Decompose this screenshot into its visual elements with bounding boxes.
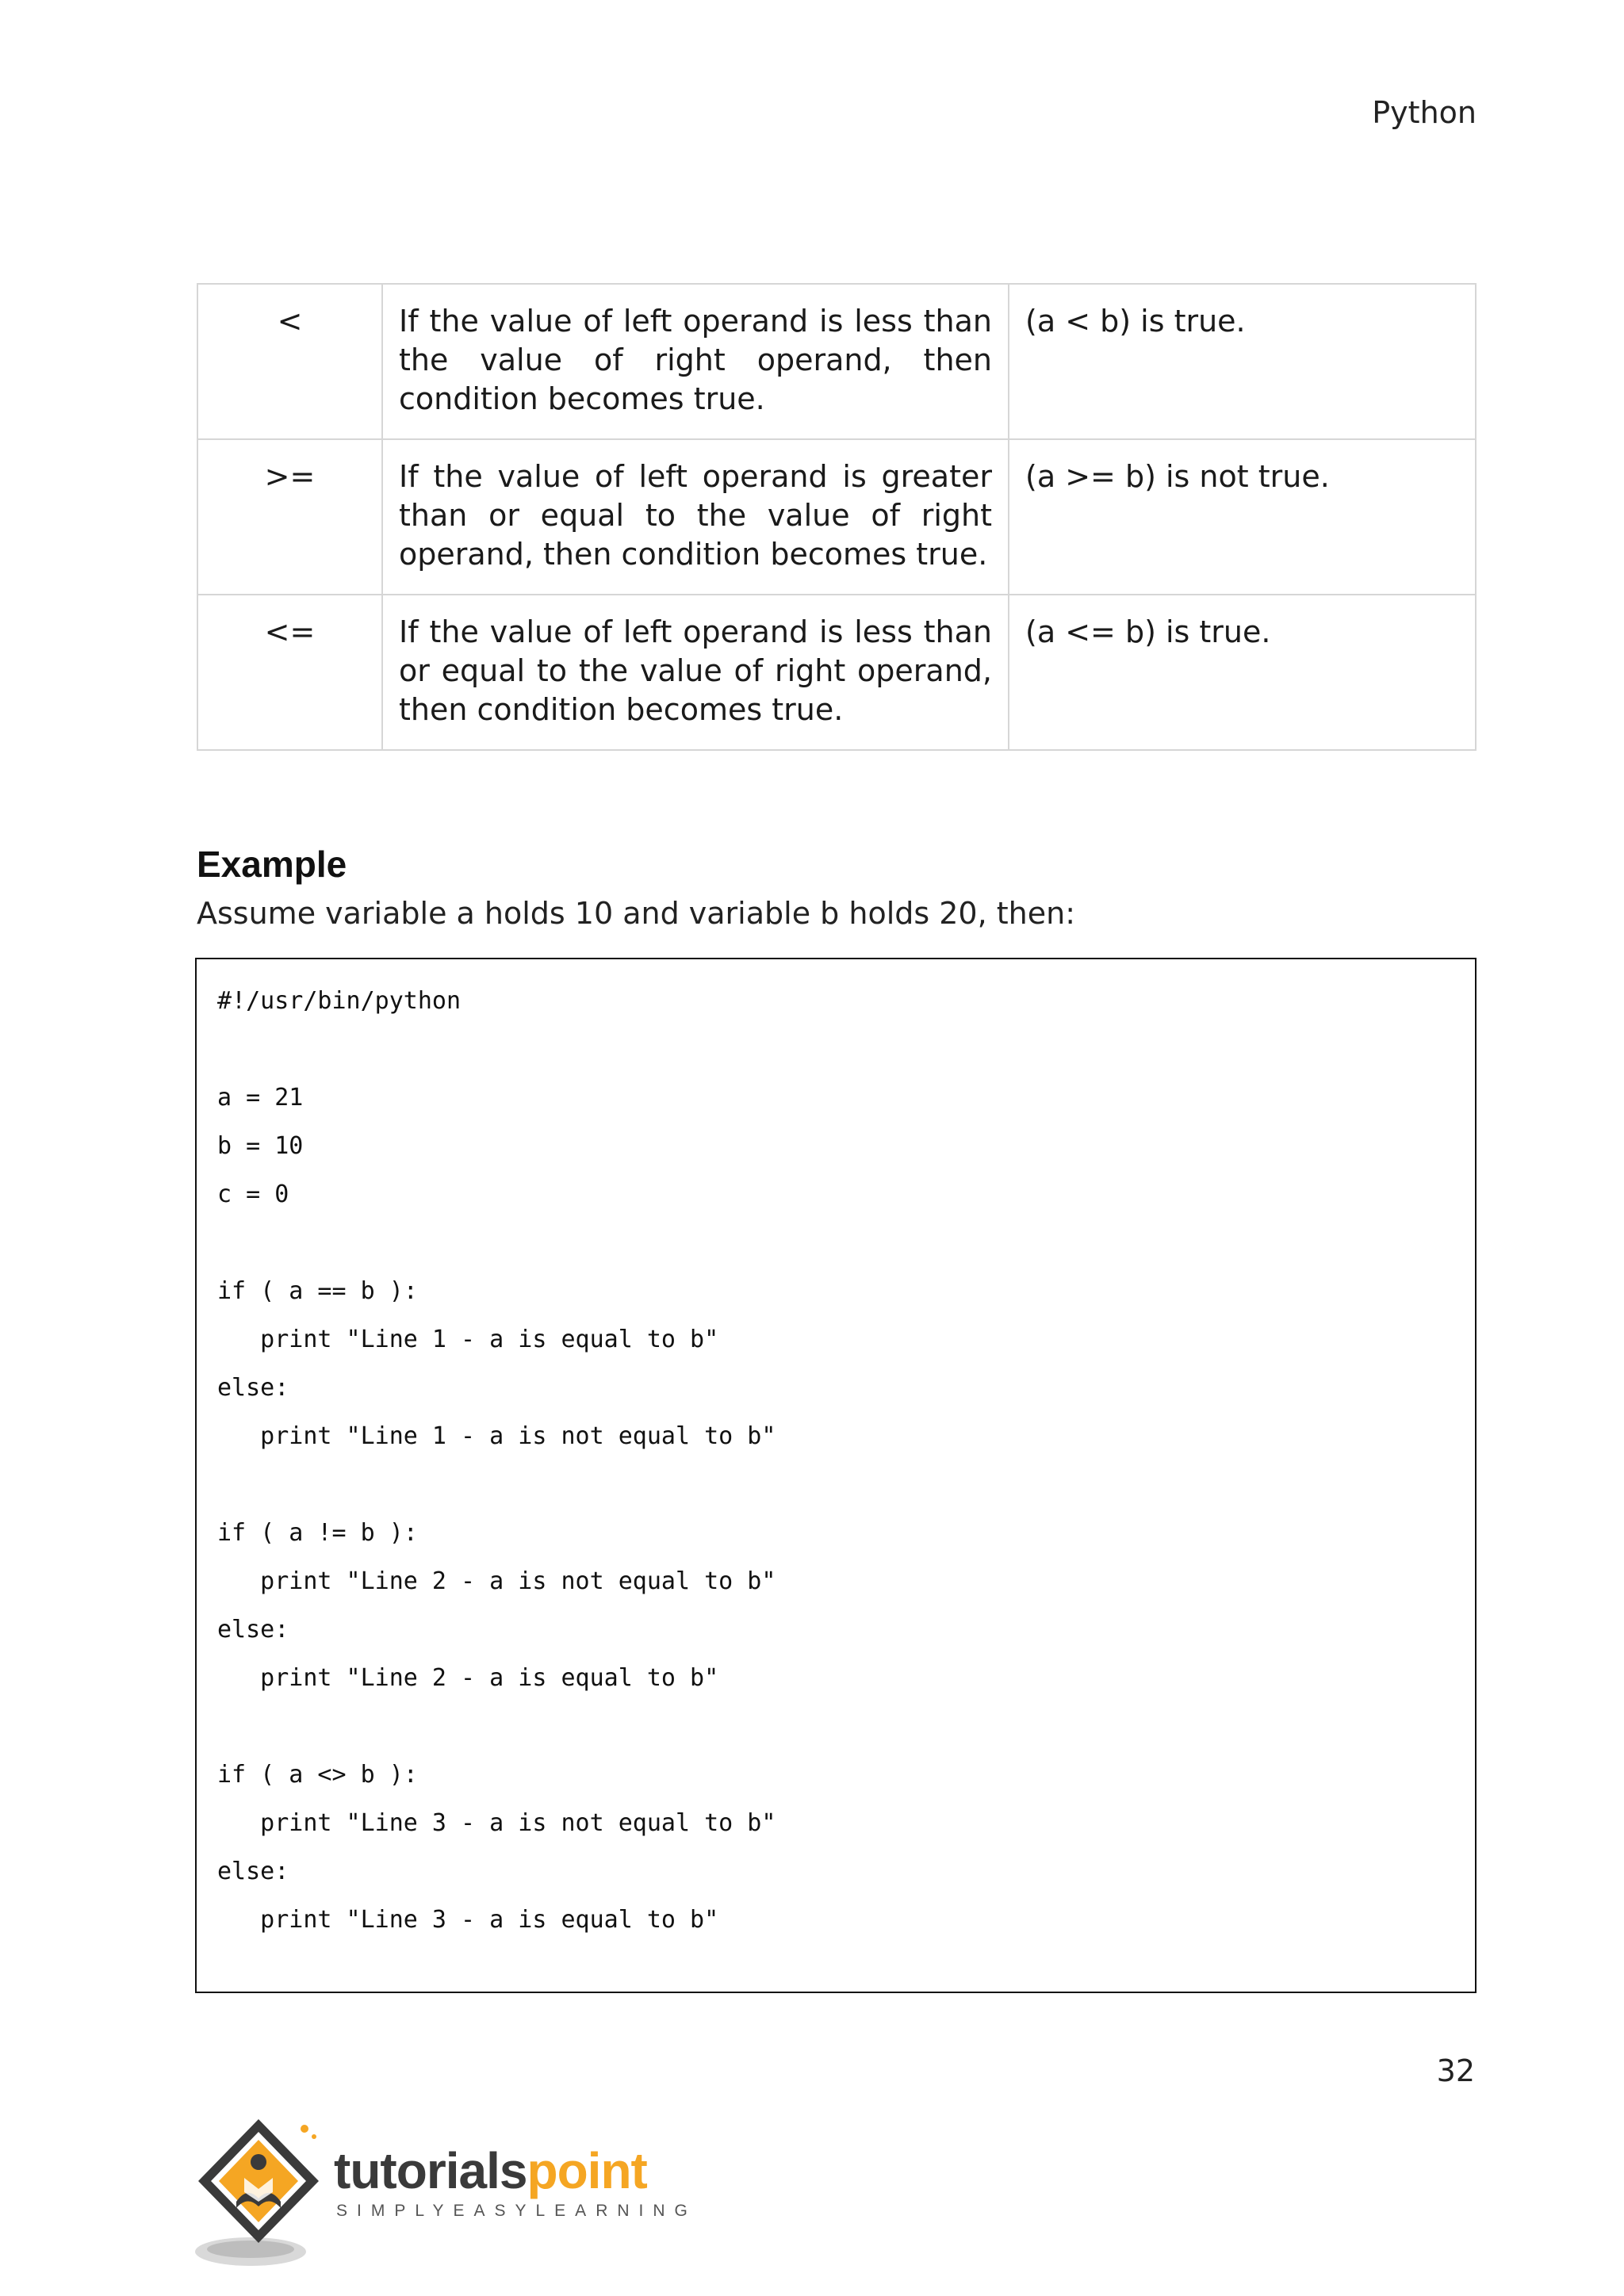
code-block	[195, 958, 1477, 1993]
code-line: b = 10	[217, 1132, 304, 1160]
operator-cell: <=	[197, 595, 382, 750]
code-line: else:	[217, 1374, 289, 1402]
code-line: c = 0	[217, 1181, 289, 1208]
code-line: #!/usr/bin/python	[217, 987, 462, 1015]
example-heading: Example	[197, 844, 347, 885]
logo-tagline: SIMPLYEASYLEARNING	[336, 2202, 697, 2220]
table-row	[197, 439, 1476, 595]
running-header: Python	[1372, 95, 1477, 130]
code-line: print "Line 1 - a is equal to b"	[217, 1326, 719, 1353]
page-number: 32	[1436, 2053, 1475, 2088]
code-line: print "Line 3 - a is not equal to b"	[217, 1809, 776, 1837]
example-cell: (a < b) is true.	[1009, 284, 1476, 439]
code-line: print "Line 2 - a is equal to b"	[217, 1664, 719, 1692]
code-line: a = 21	[217, 1084, 304, 1112]
example-intro: Assume variable a holds 10 and variable b holds 20, then:	[197, 896, 1076, 931]
code-line	[217, 1025, 1475, 1073]
tutorialspoint-logo	[195, 2113, 697, 2271]
code-line: print "Line 1 - a is not equal to b"	[217, 1422, 776, 1450]
code-line	[217, 1460, 1475, 1509]
code-line: print "Line 3 - a is equal to b"	[217, 1906, 719, 1934]
table-row	[197, 284, 1476, 439]
example-cell: (a >= b) is not true.	[1009, 439, 1476, 595]
code-line: if ( a != b ):	[217, 1519, 418, 1547]
code-line: else:	[217, 1858, 289, 1885]
table-row	[197, 595, 1476, 750]
code-line: else:	[217, 1616, 289, 1644]
comparison-operators-table	[197, 283, 1477, 751]
operator-cell: >=	[197, 439, 382, 595]
description-cell: If the value of left operand is greater than or equal to the value of right operand, then condition becomes true.	[382, 439, 1009, 595]
operator-cell: <	[197, 284, 382, 439]
logo-word-tutorials: tutorials	[334, 2142, 527, 2199]
example-cell: (a <= b) is true.	[1009, 595, 1476, 750]
logo-word-point: point	[527, 2142, 647, 2199]
code-line: if ( a <> b ):	[217, 1761, 418, 1789]
description-cell: If the value of left operand is less than the value of right operand, then condition becomes true.	[382, 284, 1009, 439]
code-line: print "Line 2 - a is not equal to b"	[217, 1567, 776, 1595]
code-line	[217, 1702, 1475, 1751]
code-line	[217, 1219, 1475, 1267]
description-cell: If the value of left operand is less than or equal to the value of right operand, then condition becomes true.	[382, 595, 1009, 750]
code-line: if ( a == b ):	[217, 1277, 418, 1305]
logo-wordmark	[334, 2141, 647, 2200]
logo-emblem-icon	[195, 2113, 338, 2271]
